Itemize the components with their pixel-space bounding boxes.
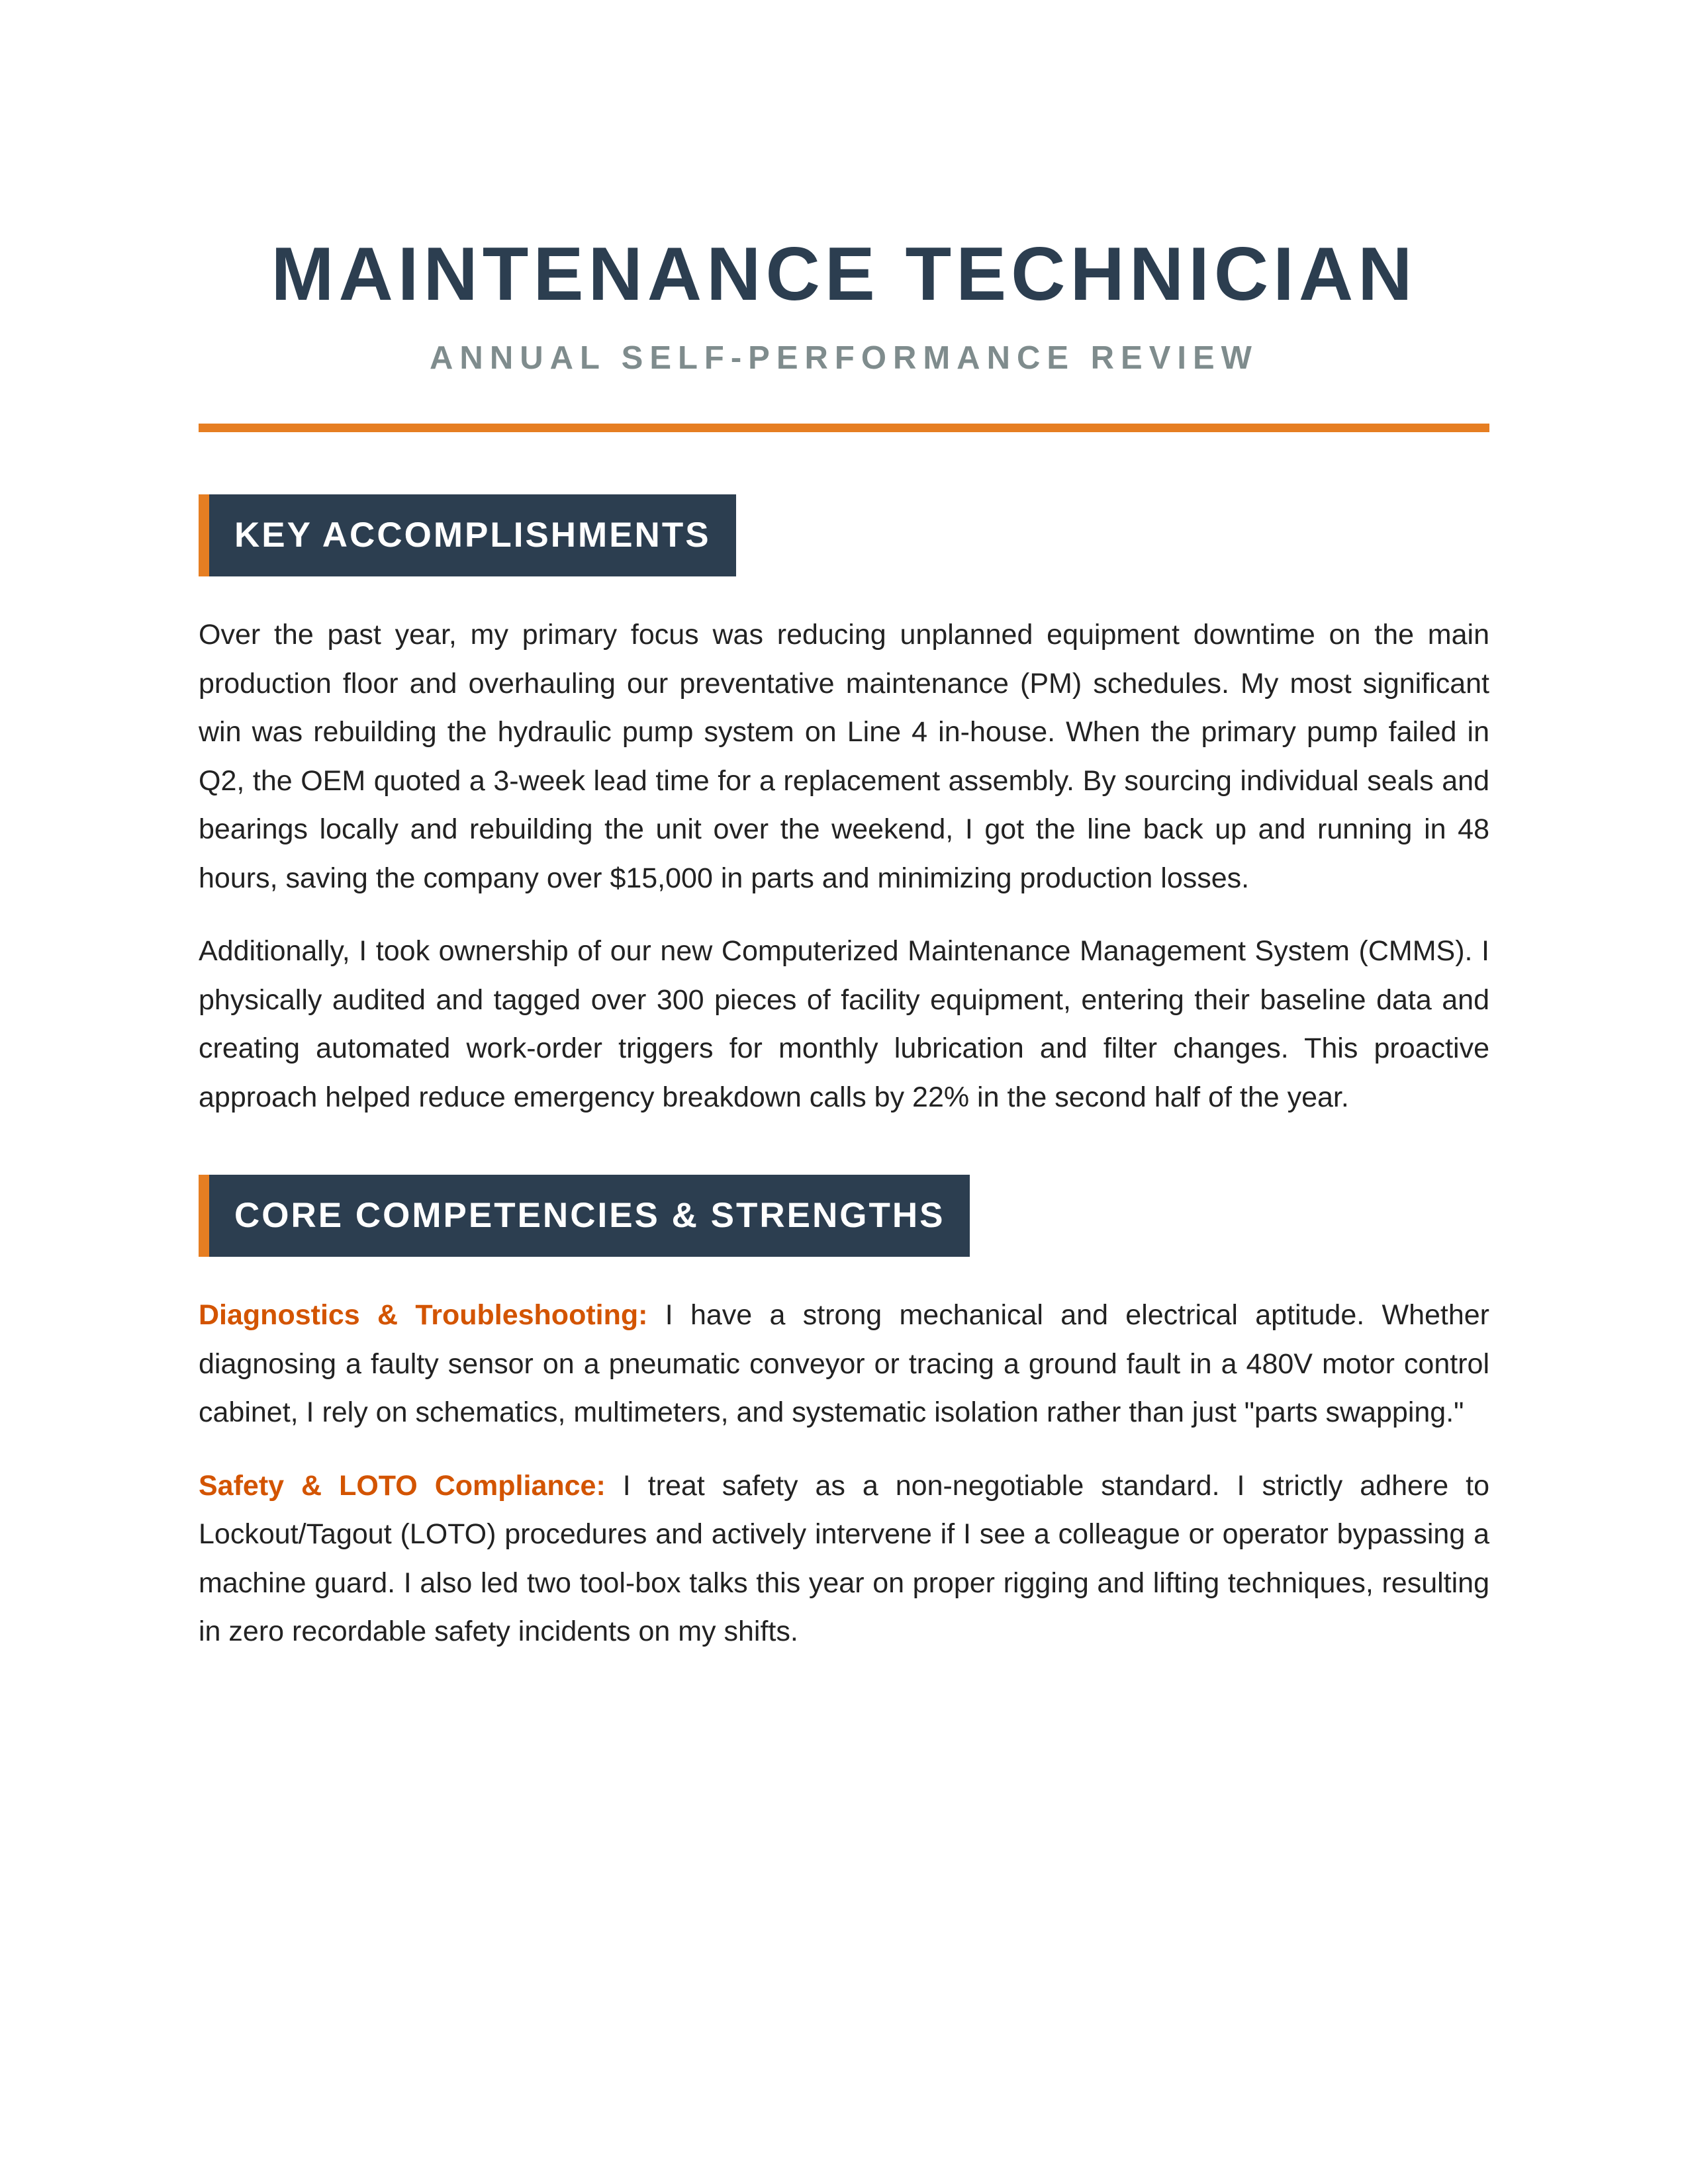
document-title: MAINTENANCE TECHNICIAN (271, 232, 1417, 316)
document-subtitle: ANNUAL SELF-PERFORMANCE REVIEW (430, 340, 1258, 376)
competency-diagnostics (199, 1291, 1489, 1437)
competency-lead-safety: Safety & LOTO Compliance: (199, 1469, 606, 1502)
title-divider (199, 424, 1489, 432)
review-document (199, 225, 1489, 1657)
section-heading-key-accomplishments: KEY ACCOMPLISHMENTS (199, 494, 736, 576)
competency-text-safety: I treat safety as a non-negotiable standard. I strictly adhere to Lockout/Tagout (LOTO) procedures and actively intervene if I see a colleague or operator bypassing a machine guard. I also led two tool-box talks this year on proper rigging and lifting techniques, resulting in zero recordable safety incidents on my shifts. (199, 1469, 1490, 1647)
section-heading-core-competencies: CORE COMPETENCIES & STRENGTHS (199, 1175, 970, 1257)
accomplishments-paragraph-1: Over the past year, my primary focus was reducing unplanned equipment downtime on the main production floor and overhauling our preventative maintenance (PM) schedules. My most significant win was rebuilding the hydraulic pump system on Line 4 in-house. When the primary pump failed in Q2, the OEM quoted a 3-week lead time for a replacement assembly. By sourcing individual seals and bearings locally and rebuilding the unit over the weekend, I got the line back up and running in 48 hours, saving the company over $15,000 in parts and minimizing production losses. (199, 619, 1489, 894)
competency-lead-diagnostics: Diagnostics & Troubleshooting: (199, 1299, 648, 1331)
competency-text-diagnostics: I have a strong mechanical and electrical aptitude. Whether diagnosing a faulty sensor on a pneumatic conveyor or tracing a ground fault in a 480V motor control cabinet, I rely on schematics, multimeters, and systematic isolation rather than just "parts swapping." (199, 1299, 1489, 1428)
accomplishments-paragraph-2: Additionally, I took ownership of our new Computerized Maintenance Management System (CMMS). I physically audited and tagged over 300 pieces of facility equipment, entering their baseline data and creating automated work-order triggers for monthly lubrication and filter changes. This proactive approach helped reduce emergency breakdown calls by 22% in the second half of the year. (199, 935, 1489, 1113)
competency-safety (199, 1462, 1489, 1657)
